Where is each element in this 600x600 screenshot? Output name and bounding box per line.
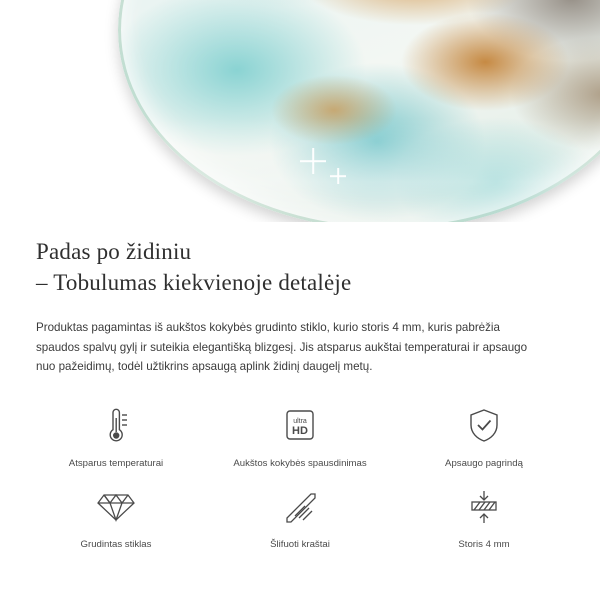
ultra-hd-icon — [282, 405, 318, 447]
feature-grid — [0, 405, 600, 551]
product-description: Produktas pagamintas iš aukštos kokybės grudinto stiklo, kurio storis 4 mm, kuris pabrėžia spaudos spalvų gylį ir suteikia elegantišką blizgesį. Jis atsparus aukštai temperaturai ir apsaugo nuo pažeidimų, todėl užtikrins apsaugą aplink židinį daugelį metų. — [36, 321, 528, 373]
svg-text:HD: HD — [292, 424, 308, 437]
feature-item — [392, 486, 576, 551]
diamond-icon — [96, 486, 136, 528]
svg-text:ultra: ultra — [293, 417, 307, 425]
content-section — [0, 222, 600, 551]
page-title — [0, 236, 600, 298]
page-title-line1: Padas po židiniu — [36, 239, 192, 264]
thickness-arrows-icon — [465, 486, 503, 528]
glass-board-image — [118, 0, 600, 222]
shield-check-icon — [467, 405, 501, 447]
feature-item — [208, 405, 392, 470]
page-title-line2: – Tobulumas kiekvienoje detalėje — [36, 270, 352, 295]
feature-label: Aukštos kokybės spausdinimas — [233, 457, 367, 469]
thermometer-icon — [99, 405, 133, 447]
feature-item — [24, 405, 208, 470]
feature-label: Atsparus temperaturai — [68, 457, 164, 469]
feature-label: Apsaugo pagrindą — [445, 457, 523, 469]
feature-item — [392, 405, 576, 470]
feature-label: Šlifuoti kraštai — [270, 538, 330, 550]
polished-edges-icon — [281, 486, 319, 528]
feature-item — [24, 486, 208, 551]
hero-image — [0, 0, 600, 222]
feature-label: Storis 4 mm — [458, 538, 510, 550]
feature-label: Grudintas stiklas — [80, 538, 152, 550]
feature-item — [208, 486, 392, 551]
